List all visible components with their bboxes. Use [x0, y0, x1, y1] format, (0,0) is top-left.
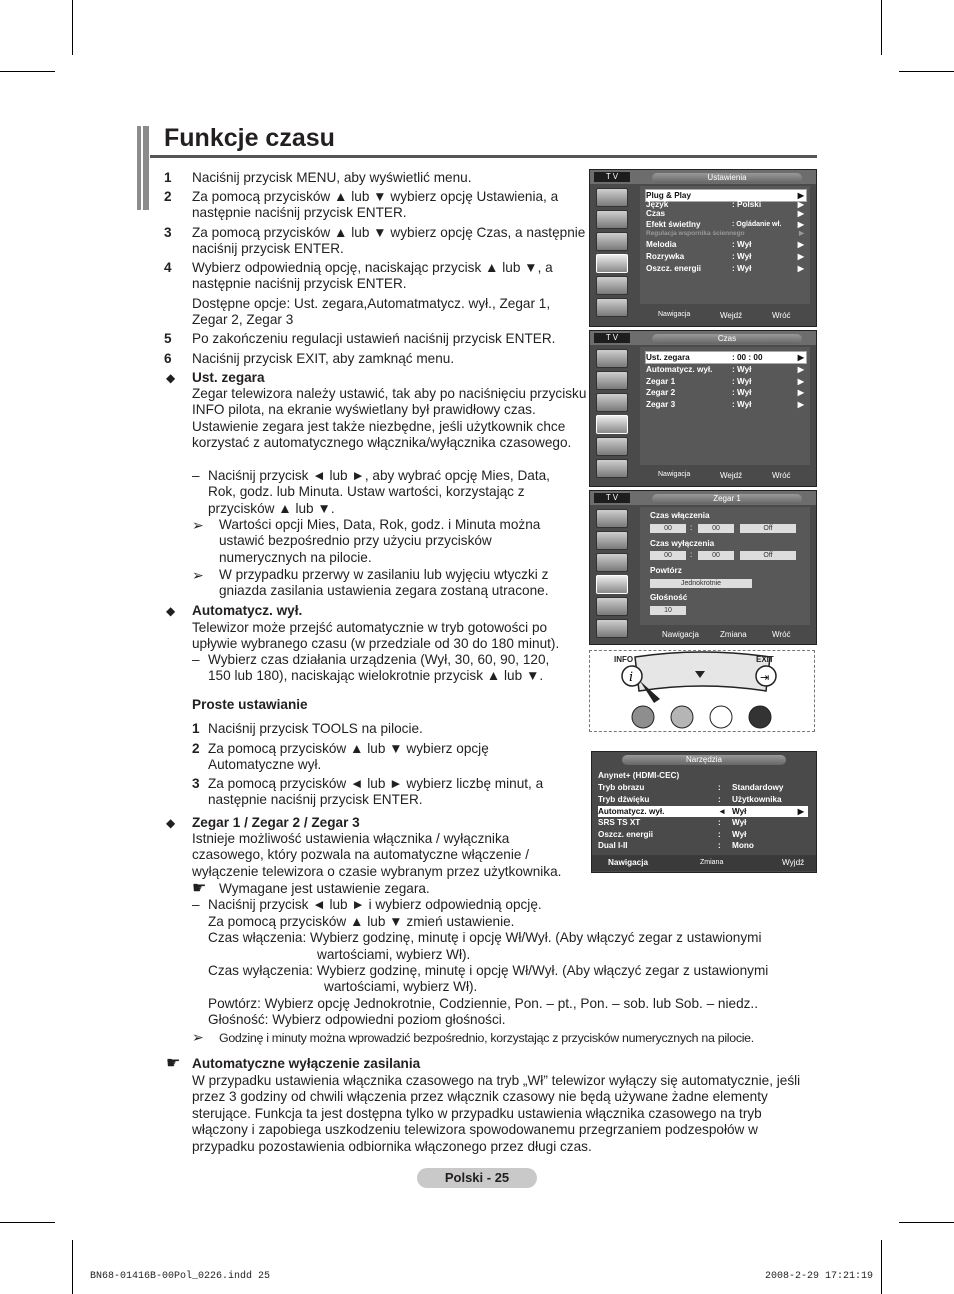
- tools-row[interactable]: SRS TS XT : Wył: [598, 818, 747, 827]
- sound-icon: [596, 210, 628, 229]
- on-off-field[interactable]: Off: [740, 524, 796, 533]
- osd-timer-menu: T V Zegar 1 Czas włączenia 00 : 00 Off Czas wyłączenia 00 : 00 Off Powtórz Jednokrotnie Głośność 10 Nawigacja Zmiana Wróć: [589, 490, 817, 645]
- step-text: Naciśnij przycisk TOOLS na pilocie.: [208, 721, 423, 736]
- repeat-field[interactable]: Jednokrotnie: [650, 579, 752, 588]
- menu-row[interactable]: Zegar 3 : Wył ▶: [646, 400, 804, 409]
- step-text: Naciśnij przycisk MENU, aby wyświetlić menu.: [192, 170, 472, 185]
- repeat-label: Powtórz: [650, 566, 682, 575]
- crop-mark: [881, 1240, 882, 1294]
- note-arrow-icon: ➢: [192, 1029, 204, 1045]
- info-label: INFO: [614, 655, 634, 664]
- step-text: Za pomocą przycisków ◄ lub ► wybierz liczbę minut, a następnie naciśnij przycisk ENTER.: [208, 776, 544, 808]
- off-time-label: Czas wyłączenia: [650, 539, 715, 548]
- tv-label: T V: [594, 333, 630, 343]
- menu-title: Narzędzia: [622, 755, 786, 765]
- dash-text: Naciśnij przycisk ◄ lub ►, aby wybrać opcję Mies, Data, Rok, godz. lub Minuta. Ustaw wartości, korzystając z przycisków ▲ lub ▼.: [208, 468, 550, 516]
- dash-text: Wybierz czas działania urządzenia (Wył, 30, 60, 90, 120, 150 lub 180), naciskając wielokrotnie przycisk ▲ lub ▼.: [208, 652, 550, 684]
- diamond-bullet-icon: ◆: [166, 604, 176, 618]
- section-heading: Ust. zegara: [192, 370, 265, 385]
- title-rule: [150, 155, 817, 158]
- off-text-cont: wartościami, wybierz Wł).: [324, 979, 478, 994]
- step-number: 1: [164, 170, 172, 185]
- menu-row[interactable]: Zegar 2 : Wył ▶: [646, 388, 804, 397]
- channel-icon: [596, 393, 628, 412]
- dash-bullet: –: [192, 897, 200, 912]
- minute-field[interactable]: 00: [698, 524, 734, 533]
- menu-row[interactable]: Rozrywka : Wył ▶: [646, 252, 804, 261]
- crop-mark: [72, 1240, 73, 1294]
- input-icon: [596, 276, 628, 295]
- volume-field[interactable]: 10: [650, 606, 686, 615]
- svg-text:i: i: [629, 670, 634, 685]
- menu-row[interactable]: Automatycz. wył. : Wył ▶: [646, 365, 804, 374]
- input-icon: [596, 597, 628, 616]
- crop-mark: [899, 71, 954, 72]
- on-off-field[interactable]: Off: [740, 551, 796, 560]
- volume-label: Głośność: [650, 593, 688, 602]
- menu-row[interactable]: Oszcz. energii : Wył ▶: [646, 264, 804, 273]
- application-icon: [596, 298, 628, 317]
- tv-label: T V: [594, 493, 630, 503]
- page-title: Funkcje czasu: [164, 124, 335, 152]
- hour-field[interactable]: 00: [650, 551, 686, 560]
- picture-icon: [596, 188, 628, 207]
- tools-row[interactable]: Dual I-II : Mono: [598, 841, 754, 850]
- note-text: Wartości opcji Mies, Data, Rok, godz. i Minuta można ustawić bezpośrednio przy użyciu przycisków numerycznych na pilocie.: [219, 517, 541, 565]
- exit-label: EXIT: [756, 655, 774, 664]
- step-text: Wybierz odpowiednią opcję, naciskając przycisk ▲ lub ▼, a następnie naciśnij przycisk ENTER.: [192, 260, 553, 292]
- tools-row[interactable]: Oszcz. energii : Wył: [598, 830, 747, 839]
- section-body: Zegar telewizora należy ustawić, tak aby po naciśnięciu przycisku INFO pilota, na ekranie wyświetlany był prawidłowy czas. Ustawienie zegara jest także niezbędne, jeśli użytkownik chce korzystać z automatycznego włącznika/wyłącznika czasowego.: [192, 386, 587, 451]
- print-date: 2008-2-29 17:21:19: [765, 1271, 874, 1282]
- osd-footer: Nawigacja Wejdź Wróć: [658, 311, 791, 320]
- repeat-text: Powtórz: Wybierz opcję Jednokrotnie, Codziennie, Pon. – pt., Pon. – sob. lub Sob. – niedz..: [208, 996, 758, 1011]
- osd-footer: Nawigacja Wejdź Wróć: [658, 471, 791, 480]
- svg-text:⇥: ⇥: [760, 672, 770, 684]
- crop-mark: [881, 0, 882, 55]
- volume-text: Głośność: Wybierz odpowiedni poziom głośności.: [208, 1012, 506, 1027]
- menu-row[interactable]: Ust. zegara : 00 : 00 ▶: [646, 353, 804, 362]
- hand-icon: ☛: [192, 880, 207, 897]
- step-number: 6: [164, 351, 172, 366]
- step-number: 2: [164, 189, 172, 204]
- step-text: Za pomocą przycisków ▲ lub ▼ wybierz opcję Ustawienia, a następnie naciśnij przycisk ENTER.: [192, 189, 559, 221]
- step-number: 5: [164, 331, 172, 346]
- diamond-bullet-icon: ◆: [166, 816, 176, 830]
- note-arrow-icon: ➢: [192, 517, 204, 533]
- setup-icon: [596, 575, 628, 594]
- osd-time-menu: [589, 330, 817, 487]
- tv-label: T V: [594, 172, 630, 182]
- diamond-bullet-icon: ◆: [166, 371, 176, 385]
- osd-settings-menu: [589, 169, 817, 327]
- tools-footer: Nawigacja Zmiana Wyjdź: [592, 855, 816, 871]
- step-text: Za pomocą przycisków ▲ lub ▼ wybierz opcję Czas, a następnie naciśnij przycisk ENTER.: [192, 225, 586, 257]
- dash-text: Za pomocą przycisków ▲ lub ▼ zmień ustawienie.: [208, 914, 515, 929]
- section-body: Istnieje możliwość ustawienia włącznika / wyłącznika czasowego, który pozwala na automatyczne włączenie / wyłączenie telewizora o czasie wybranym przez użytkownika.: [192, 831, 562, 879]
- menu-title: Ustawienia: [652, 173, 802, 183]
- channel-icon: [596, 232, 628, 251]
- hand-icon: ☛: [166, 1055, 181, 1072]
- dash-bullet: –: [192, 652, 200, 667]
- tools-row[interactable]: Tryb obrazu : Standardowy: [598, 783, 784, 792]
- section-body: Telewizor może przejść automatycznie w tryb gotowości po upływie wybranego czasu (w przedziale od 30 do 180 minut).: [192, 620, 560, 652]
- hour-field[interactable]: 00: [650, 524, 686, 533]
- crop-mark: [899, 1222, 954, 1223]
- file-info: BN68-01416B-00Pol_0226.indd 25: [90, 1271, 271, 1282]
- section-body: W przypadku ustawienia włącznika czasowego na tryb „Wł” telewizor wyłączy się automatycznie, jeśli przez 3 godziny od chwili włączenia przez włącznik czasowy nie będą używane żadne elementy sterujące. Funkcja ta jest dostępna tylko w przypadku ustawienia włącznika czasowego na tryb włączony i zapobiega uszkodzeniu telewizora spowodowanemu przegrzaniem podzespołów w przypadku pozostawienia odbiornika włączonego przez długi czas.: [192, 1073, 801, 1154]
- tools-row[interactable]: Anynet+ (HDMI-CEC): [598, 771, 680, 780]
- page-number: Polski - 25: [417, 1168, 537, 1188]
- remote-illustration: [589, 650, 815, 732]
- menu-row[interactable]: Melodia : Wył ▶: [646, 240, 804, 249]
- crop-mark: [0, 1222, 55, 1223]
- menu-row[interactable]: Plug & Play ▶: [646, 191, 804, 200]
- channel-icon: [596, 553, 628, 572]
- crop-mark: [72, 0, 73, 55]
- crop-mark: [0, 71, 55, 72]
- tools-menu: [591, 751, 817, 873]
- dash-bullet: –: [192, 468, 200, 483]
- tip-text: Godzinę i minuty można wprowadzić bezpośrednio, korzystając z przycisków numerycznych na pilocie.: [219, 1031, 754, 1045]
- step-number: 3: [192, 776, 200, 791]
- menu-row[interactable]: Język : Polski ▶: [646, 200, 804, 209]
- step-number: 4: [164, 260, 172, 275]
- section-heading: Zegar 1 / Zegar 2 / Zegar 3: [192, 815, 360, 830]
- menu-row[interactable]: Efekt świetlny : Ogládanie wł. ▶: [646, 220, 804, 229]
- menu-title: Czas: [652, 334, 802, 344]
- tools-row-selected[interactable]: Automatycz. wył. ◄ Wył ▶: [598, 806, 808, 817]
- menu-row: Regulacja wspornika ściennego ▶: [646, 230, 804, 237]
- step-text: Za pomocą przycisków ▲ lub ▼ wybierz opcję Automatyczne wył.: [208, 741, 489, 773]
- input-icon: [596, 437, 628, 456]
- picture-icon: [596, 349, 628, 368]
- minute-field[interactable]: 00: [698, 551, 734, 560]
- subheading: Proste ustawianie: [192, 697, 308, 712]
- on-time-label: Czas włączenia: [650, 511, 710, 520]
- off-text: Czas wyłączenia: Wybierz godzinę, minutę i opcję Wł/Wył. (Aby włączyć zegar z ustawionymi: [208, 963, 769, 978]
- menu-title: Zegar 1: [652, 494, 802, 504]
- menu-row[interactable]: Czas ▶: [646, 209, 804, 218]
- note-arrow-icon: ➢: [192, 567, 204, 583]
- note-text: W przypadku przerwy w zasilaniu lub wyjęciu wtyczki z gniazda zasilania ustawienia zegara zostaną utracone.: [219, 567, 549, 599]
- step-number: 2: [192, 741, 200, 756]
- setup-icon: [596, 415, 628, 434]
- application-icon: [596, 619, 628, 638]
- section-heading: Automatycz. wył.: [192, 603, 303, 618]
- sound-icon: [596, 371, 628, 390]
- title-bars: [137, 126, 149, 210]
- sound-icon: [596, 531, 628, 550]
- options-text: Dostępne opcje: Ust. zegara,Automatmatycz. wył., Zegar 1, Zegar 2, Zegar 3: [192, 296, 551, 328]
- note-text: Wymagane jest ustawienie zegara.: [219, 881, 430, 896]
- osd-footer: Nawigacja Zmiana Wróć: [662, 630, 791, 639]
- menu-row[interactable]: Zegar 1 : Wył ▶: [646, 377, 804, 386]
- step-number: 3: [164, 225, 172, 240]
- step-number: 1: [192, 721, 200, 736]
- dash-text: Naciśnij przycisk ◄ lub ► i wybierz odpowiednią opcję.: [208, 897, 542, 912]
- step-text: Naciśnij przycisk EXIT, aby zamknąć menu.: [192, 351, 455, 366]
- section-heading: Automatyczne wyłączenie zasilania: [192, 1056, 421, 1071]
- on-text-cont: wartościami, wybierz Wł).: [317, 947, 471, 962]
- application-icon: [596, 459, 628, 478]
- picture-icon: [596, 509, 628, 528]
- tools-row[interactable]: Tryb dźwięku : Użytkownika: [598, 795, 782, 804]
- on-text: Czas włączenia: Wybierz godzinę, minutę i opcję Wł/Wył. (Aby włączyć zegar z ustawionymi: [208, 930, 762, 945]
- setup-icon: [596, 254, 628, 273]
- step-text: Po zakończeniu regulacji ustawień naciśnij przycisk ENTER.: [192, 331, 556, 346]
